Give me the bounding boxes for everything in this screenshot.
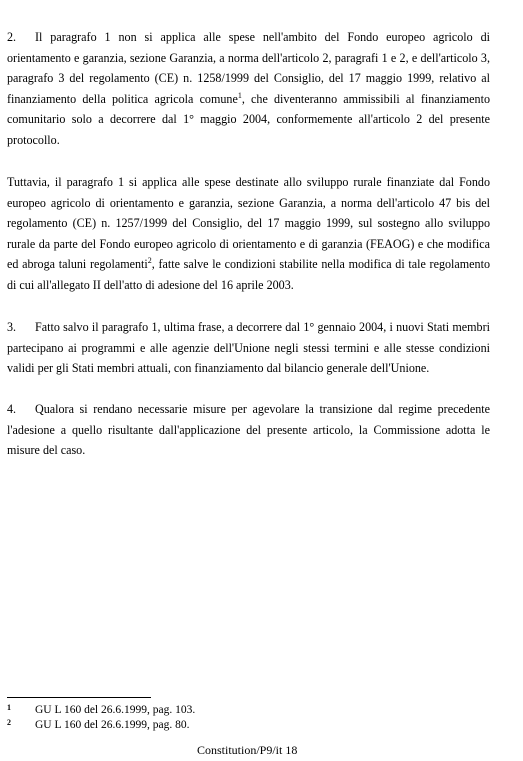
paragraph-number: 4. [7, 402, 17, 416]
paragraph-number: 2. [7, 30, 17, 44]
paragraph-number: 3. [7, 320, 17, 334]
paragraph-4 [7, 399, 490, 461]
footnote-ref-1[interactable]: 1 [237, 90, 242, 100]
paragraph-2 [7, 27, 490, 151]
footnote-mark: 1 [7, 703, 11, 712]
paragraph-text-continued: , fatte salve le condizioni stabilite nella modifica di tale regolamento di cui all'allegato II dell'atto di adesione del 16 aprile 2003. [7, 257, 490, 292]
paragraph-text-continued: , che diventeranno ammissibili al finanziamento comunitario solo a decorrere dal 1° maggio 2004, conformemente all'articolo 2 del presente protocollo. [7, 91, 490, 147]
footnote-ref-2[interactable]: 2 [147, 256, 152, 266]
footnote-text: GU L 160 del 26.6.1999, pag. 80. [35, 719, 190, 731]
paragraph-text: Fatto salvo il paragrafo 1, ultima frase, a decorrere dal 1° gennaio 2004, i nuovi Stati membri partecipano ai programmi e alle agenzie dell'Unione negli stessi termini e alle stesse condizioni validi per gli Stati membri attuali, con finanziamento dal bilancio generale dell'Unione. [7, 320, 490, 376]
paragraph-3 [7, 317, 490, 379]
page-footer: Constitution/P9/it 18 [197, 743, 298, 757]
footnote-separator [7, 697, 151, 698]
paragraph-text: Il paragrafo 1 non si applica alle spese nell'ambito del Fondo europeo agricolo di orientamento e garanzia, sezione Garanzia, a norma dell'articolo 2, paragrafi 1 e 2, e dell'articolo 3, paragrafo 3 del regolamento (CE) n. 1258/1999 del Consiglio, del 17 maggio 1999, relativo al finanziamento della politica agricola comune [7, 30, 490, 106]
paragraph-text: Qualora si rendano necessarie misure per agevolare la transizione dal regime precedente l'adesione a quello risultante dall'applicazione del presente articolo, la Commissione adotta le misure del caso. [7, 402, 490, 458]
footnote-2 [7, 716, 490, 732]
footnote-text: GU L 160 del 26.6.1999, pag. 103. [35, 704, 196, 716]
paragraph-tuttavia [7, 172, 490, 296]
document-page [7, 0, 490, 761]
footnote-1 [7, 701, 490, 717]
paragraph-text: Tuttavia, il paragrafo 1 si applica alle spese destinate allo sviluppo rurale finanziate dal Fondo europeo agricolo di orientamento e garanzia, sezione Garanzia, a norma dell'articolo 47 bis del regolamento (CE) n. 1257/1999 del Consiglio, del 17 maggio 1999, sul sostegno allo sviluppo rurale da parte del Fondo europeo agricolo di orientamento e di garanzia (FEAOG) e che modifica ed abroga taluni regolamenti [7, 175, 490, 272]
footnote-mark: 2 [7, 718, 11, 727]
